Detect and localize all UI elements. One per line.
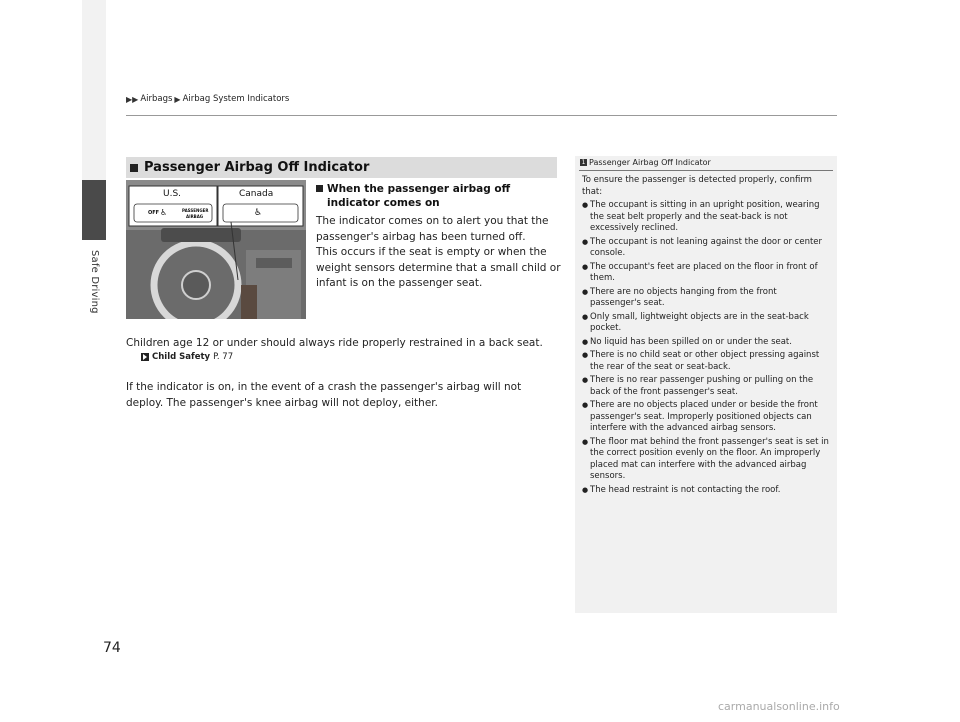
indicator-off-text: OFF bbox=[148, 210, 160, 216]
canada-passenger-seat-icon: ♿ bbox=[254, 208, 263, 218]
list-item: ● The occupant is not leaning against the door or center console. bbox=[582, 237, 830, 260]
dashboard-illustration bbox=[126, 180, 306, 319]
list-item: ● There are no objects hanging from the front passenger's seat. bbox=[582, 287, 830, 310]
list-item: ● There are no objects placed under or beside the front passenger's seat. Improperly positioned objects can interfere with the advanced airbag sensors. bbox=[582, 400, 830, 435]
square-bullet-icon bbox=[316, 185, 323, 192]
list-item: ● Only small, lightweight objects are in the seat-back pocket. bbox=[582, 312, 830, 335]
indicator-airbag-text: AIRBAG bbox=[186, 214, 204, 219]
side-note-intro: To ensure the passenger is detected properly, confirm that: bbox=[582, 175, 812, 197]
list-item: ● The occupant is sitting in an upright position, wearing the seat belt properly and the seat-back is not excessively reclined. bbox=[582, 200, 830, 235]
section-title: Passenger Airbag Off Indicator bbox=[144, 160, 370, 175]
chapter-tab bbox=[82, 180, 106, 240]
child-safety-link-page[interactable]: P. 77 bbox=[213, 352, 234, 362]
side-tab-background bbox=[82, 0, 106, 180]
breadcrumb-arrow-icon: ▶ bbox=[174, 94, 181, 104]
subsection-heading-line2: indicator comes on bbox=[327, 197, 440, 209]
watermark: carmanualsonline.info bbox=[718, 700, 840, 713]
breadcrumb-arrow-icon: ▶▶ bbox=[126, 94, 139, 104]
square-bullet-icon bbox=[130, 164, 138, 172]
subsection-heading bbox=[316, 182, 556, 210]
section-heading bbox=[126, 157, 557, 178]
indicator-description: The indicator comes on to alert you that the passenger's airbag has been turned off. bbox=[316, 215, 549, 243]
crash-paragraph: If the indicator is on, in the event of a crash the passenger's airbag will not deploy. The passenger's knee airbag will not deploy, either. bbox=[126, 381, 522, 409]
list-item: ● There is no child seat or other object pressing against the rear of the seat or seat-back. bbox=[582, 350, 830, 373]
side-note-divider bbox=[579, 170, 833, 171]
list-item: ● The occupant's feet are placed on the floor in front of them. bbox=[582, 262, 830, 285]
figure-label-us: U.S. bbox=[163, 189, 182, 199]
side-note-title-text: Passenger Airbag Off Indicator bbox=[589, 158, 711, 167]
breadcrumb-item-indicators[interactable]: Airbag System Indicators bbox=[182, 94, 290, 104]
children-paragraph: Children age 12 or under should always ride properly restrained in a back seat. bbox=[126, 337, 543, 349]
page-number: 74 bbox=[103, 640, 121, 656]
indicator-passenger-text: PASSENGER bbox=[182, 208, 209, 213]
side-note-checklist bbox=[582, 200, 830, 498]
cross-reference-icon bbox=[141, 353, 149, 361]
child-safety-link[interactable] bbox=[141, 352, 233, 362]
indicator-condition: This occurs if the seat is empty or when the weight sensors determine that a small child or infant is on the passenger seat. bbox=[316, 246, 561, 289]
subsection-body bbox=[316, 214, 561, 292]
child-safety-link-title[interactable]: Child Safety bbox=[152, 352, 211, 362]
breadcrumb-item-airbags[interactable]: Airbags bbox=[140, 94, 173, 104]
figure-label-canada: Canada bbox=[239, 189, 274, 199]
chapter-label: Safe Driving bbox=[89, 250, 100, 314]
list-item: ● The floor mat behind the front passenger's seat is set in the correct position evenly on the floor. An improperly placed mat can interfere with the advanced airbag sensors. bbox=[582, 437, 830, 483]
breadcrumb bbox=[126, 94, 289, 104]
side-note-title bbox=[580, 158, 711, 167]
list-item: ● There is no rear passenger pushing or pulling on the back of the front passenger's seat. bbox=[582, 375, 830, 398]
list-item: ● No liquid has been spilled on or under the seat. bbox=[582, 337, 830, 349]
note-number-icon: 1 bbox=[581, 159, 586, 166]
passenger-seat-icon: ♿ bbox=[160, 208, 168, 217]
header-divider bbox=[126, 115, 837, 116]
list-item: ● The head restraint is not contacting the roof. bbox=[582, 485, 830, 497]
subsection-heading-line1: When the passenger airbag off bbox=[327, 183, 511, 195]
